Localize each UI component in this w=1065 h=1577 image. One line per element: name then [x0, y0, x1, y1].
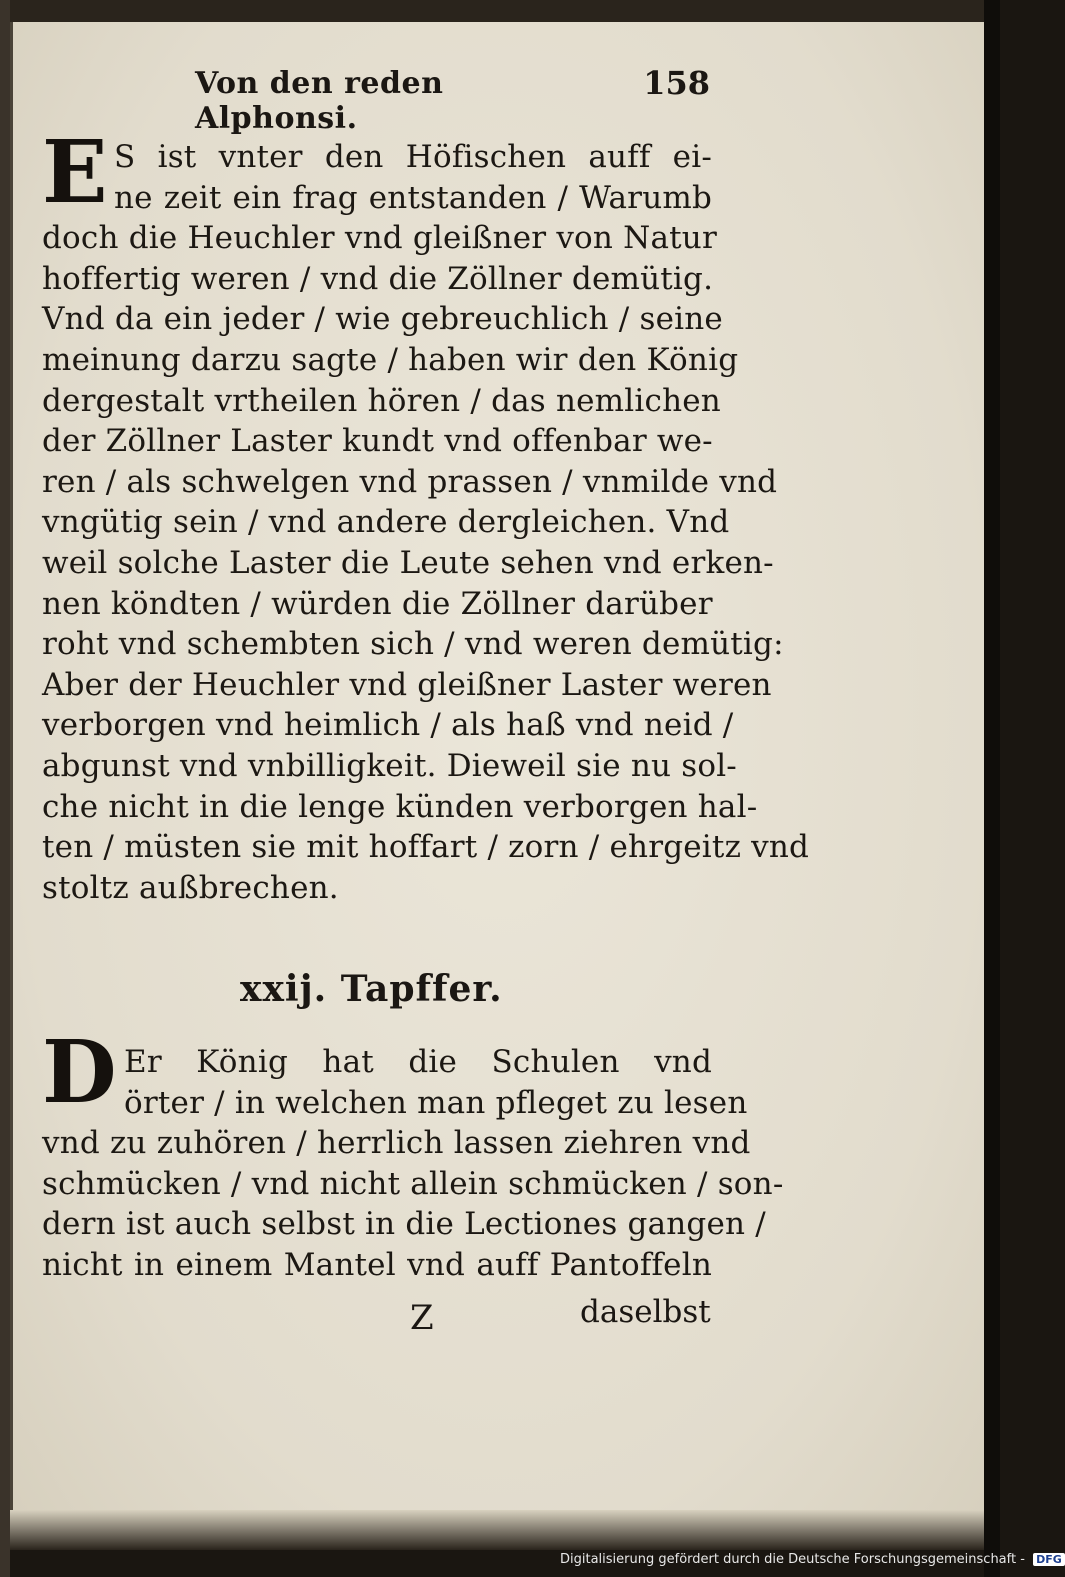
- text-line: vngütig sein / vnd andere dergleichen. Vnd: [42, 504, 730, 541]
- text-line: roht vnd schembten sich / vnd weren demütig:: [42, 626, 784, 663]
- text-line: abgunst vnd vnbilligkeit. Dieweil sie nu sol-: [42, 747, 737, 784]
- page-number: 158: [643, 64, 710, 102]
- section-heading: xxij. Tapffer.: [240, 968, 503, 1010]
- text-line: stoltz außbrechen.: [42, 869, 339, 906]
- text-line: meinung darzu sagte / haben wir den König: [42, 341, 739, 378]
- binding-edge: [0, 0, 10, 1577]
- text-line: örter / in welchen man pfleget zu lesen: [124, 1084, 748, 1121]
- signature-mark: Z: [410, 1298, 434, 1338]
- drop-cap-d: D: [42, 1022, 117, 1123]
- drop-cap-e: E: [42, 122, 108, 223]
- text-line: nen köndten / würden die Zöllner darüber: [42, 585, 713, 622]
- paragraph-2: [42, 1042, 784, 1286]
- text-line: ne zeit ein frag entstanden / Warumb: [114, 179, 712, 216]
- text-line: Er König hat die Schulen vnd: [124, 1044, 712, 1080]
- paragraph-1: [42, 137, 810, 908]
- catchword: daselbst: [580, 1294, 711, 1330]
- text-line: vnd zu zuhören / herrlich lassen ziehren vnd: [42, 1125, 751, 1162]
- credit-text: Digitalisierung gefördert durch die Deutsche Forschungsgemeinschaft -: [560, 1552, 1025, 1567]
- dfg-logo: DFG: [1033, 1553, 1065, 1566]
- text-line: dergestalt vrtheilen hören / das nemlichen: [42, 382, 721, 419]
- digitization-credit: [560, 1552, 1062, 1567]
- text-line: schmücken / vnd nicht allein schmücken / son-: [42, 1165, 784, 1202]
- text-line: che nicht in die lenge künden verborgen hal-: [42, 788, 758, 825]
- scan-right-margin: [984, 0, 1000, 1577]
- text-line: ren / als schwelgen vnd prassen / vnmilde vnd: [42, 463, 778, 500]
- page-top-edge: [10, 0, 990, 22]
- text-line: nicht in einem Mantel vnd auff Pantoffeln: [42, 1246, 712, 1283]
- running-title: Von den reden Alphonsi.: [195, 66, 444, 136]
- text-line: verborgen vnd heimlich / als haß vnd neid /: [42, 707, 734, 744]
- text-line: hoffertig weren / vnd die Zöllner demütig.: [42, 260, 714, 297]
- text-line: ten / müsten sie mit hoffart / zorn / ehrgeitz vnd: [42, 829, 810, 866]
- text-line: der Zöllner Laster kundt vnd offenbar we-: [42, 423, 713, 460]
- text-line: Vnd da ein jeder / wie gebreuchlich / seine: [42, 301, 723, 338]
- text-line: S ist vnter den Höfischen auff ei-: [114, 139, 712, 175]
- text-line: doch die Heuchler vnd gleißner von Natur: [42, 220, 717, 257]
- text-line: weil solche Laster die Leute sehen vnd erken-: [42, 544, 774, 581]
- text-line: Aber der Heuchler vnd gleißner Laster weren: [42, 666, 772, 703]
- text-line: dern ist auch selbst in die Lectiones gangen /: [42, 1206, 766, 1243]
- page-bottom-edge: [10, 1510, 990, 1550]
